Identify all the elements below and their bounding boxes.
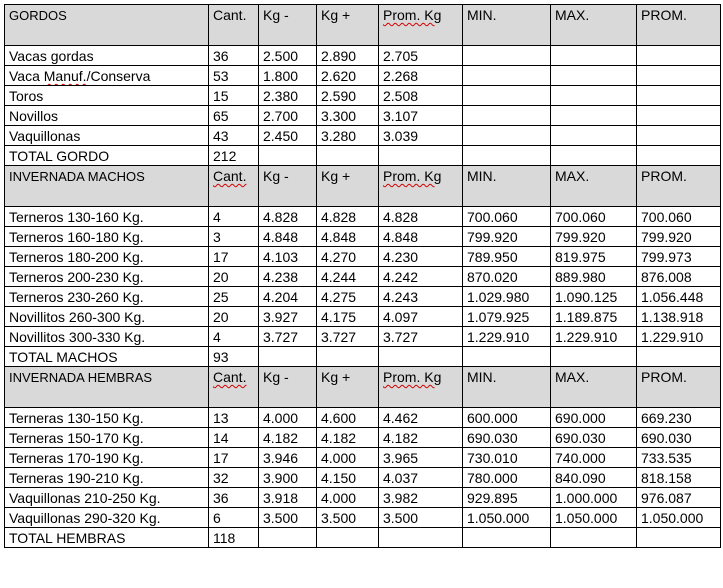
table-row bbox=[5, 428, 721, 448]
table-row bbox=[5, 46, 721, 66]
header-prom-price bbox=[637, 367, 721, 408]
header-label: Cant. bbox=[213, 369, 247, 385]
header-label: INVERNADA HEMBRAS bbox=[9, 370, 153, 385]
cell-cant: 4 bbox=[209, 207, 259, 227]
cell-kg-min: 4.848 bbox=[259, 227, 317, 247]
cell-prom-kg: 2.268 bbox=[379, 66, 463, 86]
cell-max-price bbox=[551, 86, 637, 106]
header-label: INVERNADA MACHOS bbox=[9, 169, 145, 184]
header-kg-min bbox=[259, 5, 317, 46]
header-label: MAX. bbox=[555, 369, 590, 385]
cell-min-price bbox=[463, 126, 551, 146]
cell-kg-max: 4.150 bbox=[317, 468, 379, 488]
cell-cant: 13 bbox=[209, 408, 259, 428]
cell-prom-price bbox=[637, 106, 721, 126]
empty-cell bbox=[463, 528, 551, 548]
cell-kg-min: 4.000 bbox=[259, 408, 317, 428]
cell-min-price: 870.020 bbox=[463, 267, 551, 287]
cell-cant: 4 bbox=[209, 327, 259, 347]
cell-cant: 17 bbox=[209, 448, 259, 468]
cell-category: Novillitos 300-330 Kg. bbox=[5, 327, 209, 347]
cell-max-price: 690.030 bbox=[551, 428, 637, 448]
empty-cell bbox=[259, 146, 317, 166]
empty-cell bbox=[637, 347, 721, 367]
cell-min-price: 789.950 bbox=[463, 247, 551, 267]
cell-prom-price: 1.138.918 bbox=[637, 307, 721, 327]
cell-prom-kg: 3.039 bbox=[379, 126, 463, 146]
cell-cant: 15 bbox=[209, 86, 259, 106]
header-label: Kg - bbox=[263, 369, 289, 385]
cell-category: Novillitos 260-300 Kg. bbox=[5, 307, 209, 327]
cell-cant: 3 bbox=[209, 227, 259, 247]
cell-max-price: 1.189.875 bbox=[551, 307, 637, 327]
header-cant bbox=[209, 166, 259, 207]
cell-max-price: 889.980 bbox=[551, 267, 637, 287]
cell-kg-max: 4.600 bbox=[317, 408, 379, 428]
cell-prom-kg: 3.500 bbox=[379, 508, 463, 528]
table-row bbox=[5, 66, 721, 86]
cell-prom-price bbox=[637, 86, 721, 106]
row-label-part: /Conserva bbox=[86, 68, 151, 84]
cell-prom-price bbox=[637, 66, 721, 86]
cell-kg-min: 3.500 bbox=[259, 508, 317, 528]
header-label: Prom. Kg bbox=[383, 7, 442, 23]
cell-category: Terneros 200-230 Kg. bbox=[5, 267, 209, 287]
cell-min-price: 1.050.000 bbox=[463, 508, 551, 528]
cell-category: Terneros 230-260 Kg. bbox=[5, 287, 209, 307]
header-prom-price bbox=[637, 5, 721, 46]
row-label-spellcheck-part: Manuf. bbox=[43, 68, 87, 84]
total-row bbox=[5, 146, 721, 166]
cell-kg-min: 3.918 bbox=[259, 488, 317, 508]
cell-min-price: 700.060 bbox=[463, 207, 551, 227]
cell-prom-kg: 4.230 bbox=[379, 247, 463, 267]
empty-cell bbox=[379, 528, 463, 548]
cell-prom-price: 818.158 bbox=[637, 468, 721, 488]
table-row bbox=[5, 267, 721, 287]
total-count: 118 bbox=[209, 528, 259, 548]
cell-max-price: 799.920 bbox=[551, 227, 637, 247]
cell-prom-price: 669.230 bbox=[637, 408, 721, 428]
table-row bbox=[5, 106, 721, 126]
cell-kg-min: 3.946 bbox=[259, 448, 317, 468]
cell-min-price: 690.030 bbox=[463, 428, 551, 448]
header-min-price bbox=[463, 166, 551, 207]
cell-prom-kg: 4.242 bbox=[379, 267, 463, 287]
cell-kg-min: 4.182 bbox=[259, 428, 317, 448]
cell-kg-max: 2.890 bbox=[317, 46, 379, 66]
table-row bbox=[5, 448, 721, 468]
cell-kg-min: 3.927 bbox=[259, 307, 317, 327]
header-kg-max bbox=[317, 367, 379, 408]
cell-max-price: 819.975 bbox=[551, 247, 637, 267]
cell-cant: 32 bbox=[209, 468, 259, 488]
header-cant bbox=[209, 5, 259, 46]
header-label: Kg - bbox=[263, 7, 289, 23]
header-kg-max bbox=[317, 5, 379, 46]
cell-kg-min: 2.450 bbox=[259, 126, 317, 146]
empty-cell bbox=[317, 347, 379, 367]
cell-prom-price: 1.229.910 bbox=[637, 327, 721, 347]
cell-category: Toros bbox=[5, 86, 209, 106]
table-row bbox=[5, 307, 721, 327]
header-max-price bbox=[551, 166, 637, 207]
table-row bbox=[5, 227, 721, 247]
header-category bbox=[5, 5, 209, 46]
section-header-row bbox=[5, 5, 721, 46]
header-label: MIN. bbox=[467, 7, 497, 23]
header-label: Cant. bbox=[213, 7, 247, 23]
cell-prom-price: 733.535 bbox=[637, 448, 721, 468]
total-count: 212 bbox=[209, 146, 259, 166]
header-label: MAX. bbox=[555, 7, 590, 23]
cell-kg-max: 4.244 bbox=[317, 267, 379, 287]
cell-cant: 20 bbox=[209, 267, 259, 287]
cell-cant: 43 bbox=[209, 126, 259, 146]
empty-cell bbox=[463, 347, 551, 367]
header-max-price bbox=[551, 367, 637, 408]
empty-cell bbox=[637, 146, 721, 166]
cell-category: Vacas gordas bbox=[5, 46, 209, 66]
section-header-row bbox=[5, 166, 721, 207]
cell-prom-kg: 4.243 bbox=[379, 287, 463, 307]
empty-cell bbox=[637, 528, 721, 548]
cell-kg-max: 4.828 bbox=[317, 207, 379, 227]
cell-prom-kg: 2.508 bbox=[379, 86, 463, 106]
cell-kg-max: 4.270 bbox=[317, 247, 379, 267]
cell-prom-kg: 3.107 bbox=[379, 106, 463, 126]
table-row bbox=[5, 207, 721, 227]
cell-max-price: 740.000 bbox=[551, 448, 637, 468]
cell-prom-kg: 4.828 bbox=[379, 207, 463, 227]
cell-prom-kg: 2.705 bbox=[379, 46, 463, 66]
total-label: TOTAL MACHOS bbox=[5, 347, 209, 367]
table-row bbox=[5, 247, 721, 267]
header-kg-min bbox=[259, 367, 317, 408]
header-label: PROM. bbox=[641, 168, 687, 184]
cell-cant: 36 bbox=[209, 488, 259, 508]
cell-cant: 17 bbox=[209, 247, 259, 267]
cell-kg-min: 1.800 bbox=[259, 66, 317, 86]
header-label: Kg + bbox=[321, 7, 351, 23]
cell-kg-max: 4.848 bbox=[317, 227, 379, 247]
header-kg-max bbox=[317, 166, 379, 207]
cell-cant: 36 bbox=[209, 46, 259, 66]
cell-kg-max: 3.300 bbox=[317, 106, 379, 126]
cell-min-price: 1.229.910 bbox=[463, 327, 551, 347]
cell-kg-min: 3.727 bbox=[259, 327, 317, 347]
cell-max-price bbox=[551, 126, 637, 146]
cell-category: Vaquillonas 210-250 Kg. bbox=[5, 488, 209, 508]
empty-cell bbox=[379, 146, 463, 166]
cell-kg-max: 4.182 bbox=[317, 428, 379, 448]
empty-cell bbox=[551, 347, 637, 367]
cell-max-price: 1.229.910 bbox=[551, 327, 637, 347]
header-prom-price bbox=[637, 166, 721, 207]
cell-category: Terneras 150-170 Kg. bbox=[5, 428, 209, 448]
cell-prom-kg: 4.037 bbox=[379, 468, 463, 488]
empty-cell bbox=[379, 347, 463, 367]
cell-prom-price bbox=[637, 46, 721, 66]
cell-category: Terneras 190-210 Kg. bbox=[5, 468, 209, 488]
cell-category: Novillos bbox=[5, 106, 209, 126]
cell-max-price: 1.050.000 bbox=[551, 508, 637, 528]
cell-prom-price: 690.030 bbox=[637, 428, 721, 448]
cell-kg-min: 2.500 bbox=[259, 46, 317, 66]
header-label: MIN. bbox=[467, 369, 497, 385]
header-prom-kg bbox=[379, 367, 463, 408]
cell-prom-price: 876.008 bbox=[637, 267, 721, 287]
header-label: Prom. Kg bbox=[383, 369, 442, 385]
cell-max-price: 1.090.125 bbox=[551, 287, 637, 307]
table-row bbox=[5, 86, 721, 106]
cell-min-price: 600.000 bbox=[463, 408, 551, 428]
header-cant bbox=[209, 367, 259, 408]
cell-category: Terneros 180-200 Kg. bbox=[5, 247, 209, 267]
table-row bbox=[5, 408, 721, 428]
cell-min-price: 780.000 bbox=[463, 468, 551, 488]
cell-kg-max: 2.590 bbox=[317, 86, 379, 106]
header-label: Cant. bbox=[213, 168, 247, 184]
cell-max-price: 690.000 bbox=[551, 408, 637, 428]
cell-min-price: 730.010 bbox=[463, 448, 551, 468]
header-kg-min bbox=[259, 166, 317, 207]
table-row bbox=[5, 287, 721, 307]
table-row bbox=[5, 488, 721, 508]
section-header-row bbox=[5, 367, 721, 408]
cell-category: Terneros 130-160 Kg. bbox=[5, 207, 209, 227]
empty-cell bbox=[463, 146, 551, 166]
cell-kg-min: 4.204 bbox=[259, 287, 317, 307]
table-body bbox=[5, 5, 721, 548]
cell-kg-max: 3.727 bbox=[317, 327, 379, 347]
row-label-part: Vaca bbox=[9, 68, 44, 84]
cell-prom-price: 799.973 bbox=[637, 247, 721, 267]
header-min-price bbox=[463, 367, 551, 408]
cell-cant: 65 bbox=[209, 106, 259, 126]
cell-kg-max: 4.000 bbox=[317, 448, 379, 468]
header-label: Kg + bbox=[321, 369, 351, 385]
cell-category: Vaquillonas bbox=[5, 126, 209, 146]
cell-category bbox=[5, 66, 209, 86]
cell-category: Terneros 160-180 Kg. bbox=[5, 227, 209, 247]
header-label: MAX. bbox=[555, 168, 590, 184]
cell-min-price: 799.920 bbox=[463, 227, 551, 247]
cell-prom-price bbox=[637, 126, 721, 146]
total-count: 93 bbox=[209, 347, 259, 367]
cell-prom-kg: 3.982 bbox=[379, 488, 463, 508]
cell-max-price bbox=[551, 66, 637, 86]
cell-kg-max: 4.175 bbox=[317, 307, 379, 327]
empty-cell bbox=[317, 528, 379, 548]
empty-cell bbox=[551, 146, 637, 166]
cell-kg-min: 2.700 bbox=[259, 106, 317, 126]
table-row bbox=[5, 126, 721, 146]
cell-prom-kg: 3.965 bbox=[379, 448, 463, 468]
cell-prom-kg: 4.097 bbox=[379, 307, 463, 327]
cell-min-price: 1.079.925 bbox=[463, 307, 551, 327]
table-row bbox=[5, 327, 721, 347]
cell-category: Vaquillonas 290-320 Kg. bbox=[5, 508, 209, 528]
header-label: Kg - bbox=[263, 168, 289, 184]
cell-kg-min: 4.103 bbox=[259, 247, 317, 267]
cell-kg-max: 4.275 bbox=[317, 287, 379, 307]
cell-cant: 6 bbox=[209, 508, 259, 528]
cell-min-price bbox=[463, 106, 551, 126]
cell-prom-kg: 4.182 bbox=[379, 428, 463, 448]
table-row bbox=[5, 508, 721, 528]
cell-max-price: 840.090 bbox=[551, 468, 637, 488]
header-label: Kg + bbox=[321, 168, 351, 184]
cell-kg-min: 4.828 bbox=[259, 207, 317, 227]
cell-max-price: 700.060 bbox=[551, 207, 637, 227]
empty-cell bbox=[259, 347, 317, 367]
table-row bbox=[5, 468, 721, 488]
total-label: TOTAL HEMBRAS bbox=[5, 528, 209, 548]
cell-cant: 53 bbox=[209, 66, 259, 86]
cell-kg-max: 4.000 bbox=[317, 488, 379, 508]
header-label: Prom. Kg bbox=[383, 168, 442, 184]
cell-cant: 25 bbox=[209, 287, 259, 307]
header-category bbox=[5, 367, 209, 408]
cell-kg-min: 4.238 bbox=[259, 267, 317, 287]
empty-cell bbox=[259, 528, 317, 548]
header-prom-kg bbox=[379, 166, 463, 207]
cell-prom-kg: 4.462 bbox=[379, 408, 463, 428]
cell-kg-min: 2.380 bbox=[259, 86, 317, 106]
cell-max-price bbox=[551, 46, 637, 66]
cell-max-price bbox=[551, 106, 637, 126]
header-label: MIN. bbox=[467, 168, 497, 184]
cell-kg-min: 3.900 bbox=[259, 468, 317, 488]
cell-category: Terneras 130-150 Kg. bbox=[5, 408, 209, 428]
cell-kg-max: 2.620 bbox=[317, 66, 379, 86]
cell-prom-price: 1.050.000 bbox=[637, 508, 721, 528]
cell-prom-price: 799.920 bbox=[637, 227, 721, 247]
header-prom-kg bbox=[379, 5, 463, 46]
cell-prom-kg: 4.848 bbox=[379, 227, 463, 247]
cell-prom-kg: 3.727 bbox=[379, 327, 463, 347]
cell-min-price bbox=[463, 66, 551, 86]
total-row bbox=[5, 528, 721, 548]
cell-min-price bbox=[463, 46, 551, 66]
cell-kg-max: 3.280 bbox=[317, 126, 379, 146]
cell-category: Terneras 170-190 Kg. bbox=[5, 448, 209, 468]
total-row bbox=[5, 347, 721, 367]
cell-prom-price: 976.087 bbox=[637, 488, 721, 508]
header-category bbox=[5, 166, 209, 207]
header-label: GORDOS bbox=[9, 8, 67, 23]
header-max-price bbox=[551, 5, 637, 46]
cell-prom-price: 700.060 bbox=[637, 207, 721, 227]
empty-cell bbox=[317, 146, 379, 166]
cell-min-price bbox=[463, 86, 551, 106]
header-label: PROM. bbox=[641, 7, 687, 23]
cell-min-price: 929.895 bbox=[463, 488, 551, 508]
header-label: PROM. bbox=[641, 369, 687, 385]
cell-kg-max: 3.500 bbox=[317, 508, 379, 528]
cell-min-price: 1.029.980 bbox=[463, 287, 551, 307]
cell-cant: 20 bbox=[209, 307, 259, 327]
empty-cell bbox=[551, 528, 637, 548]
cell-cant: 14 bbox=[209, 428, 259, 448]
livestock-price-table bbox=[4, 4, 721, 548]
total-label: TOTAL GORDO bbox=[5, 146, 209, 166]
cell-max-price: 1.000.000 bbox=[551, 488, 637, 508]
cell-prom-price: 1.056.448 bbox=[637, 287, 721, 307]
header-min-price bbox=[463, 5, 551, 46]
